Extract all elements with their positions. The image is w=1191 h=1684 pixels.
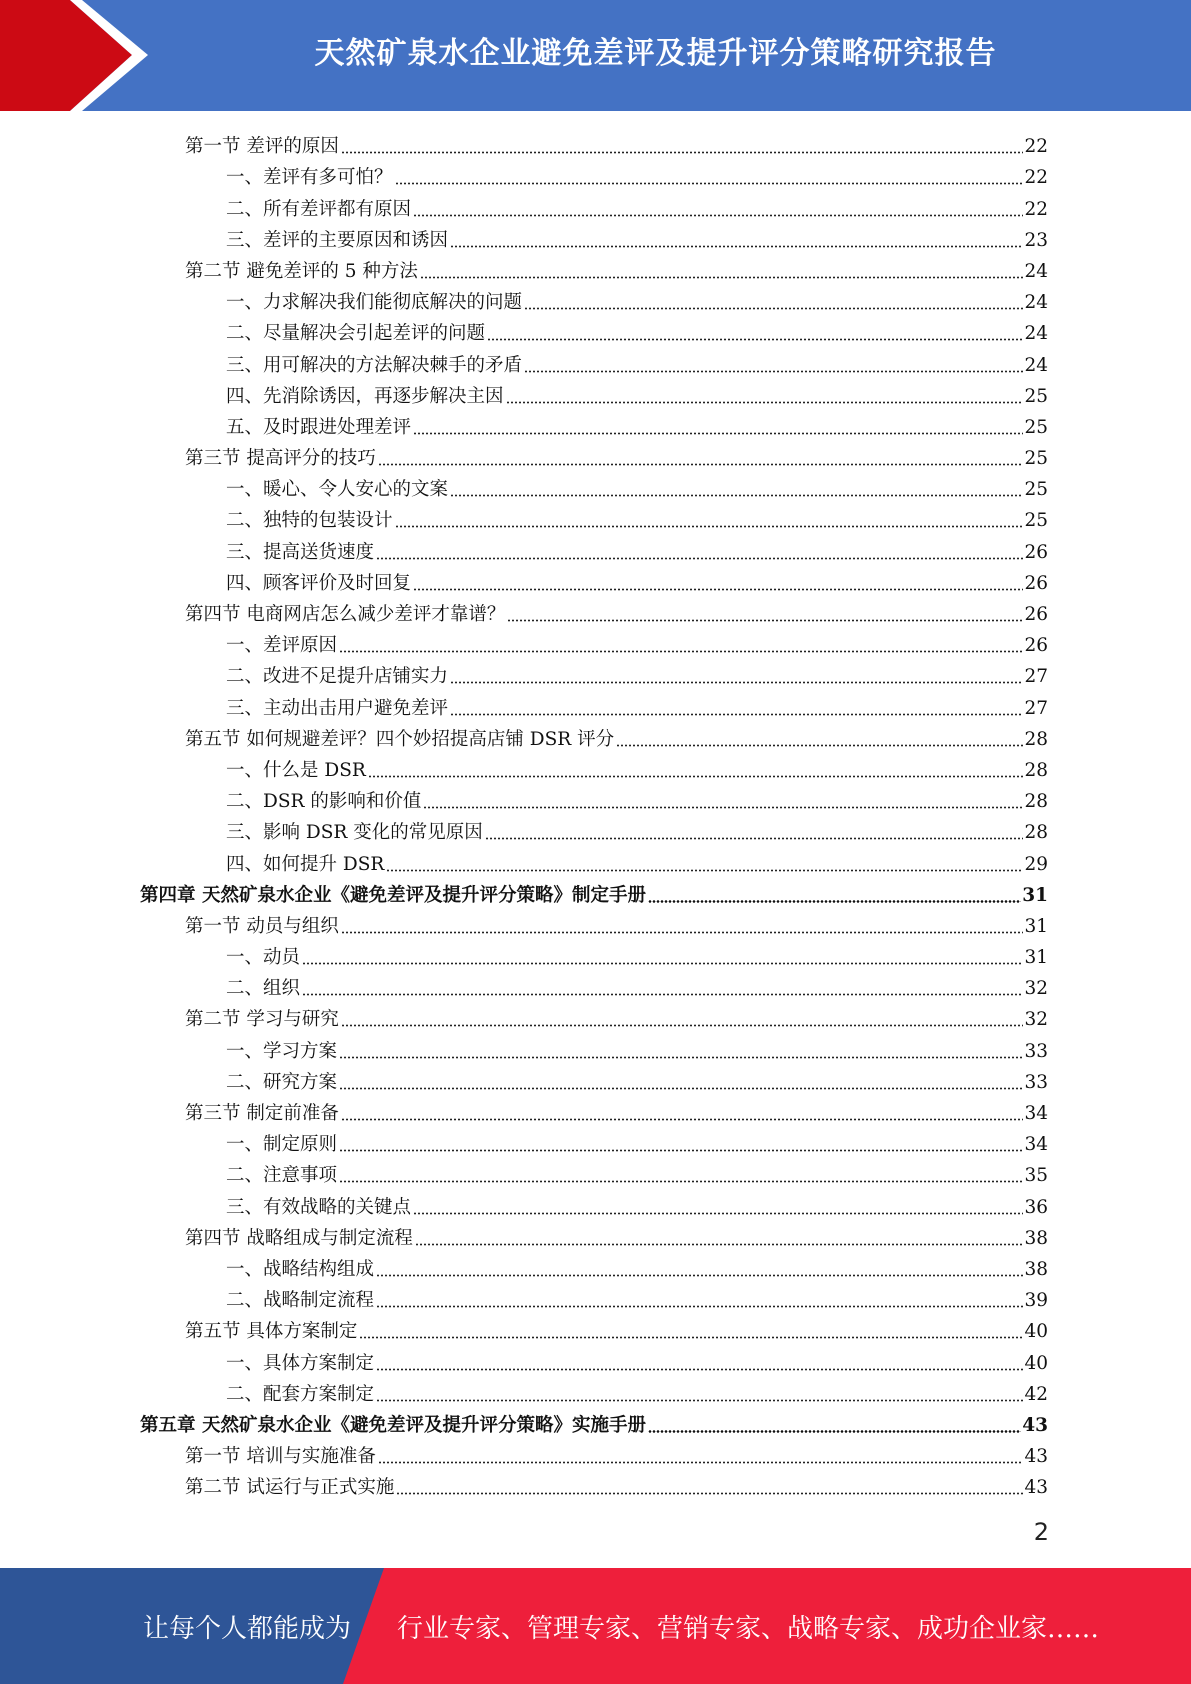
toc-entry-title: 三、主动出击用户避免差评 [226, 697, 449, 719]
toc-entry-title: 第四节 战略组成与制定流程 [185, 1227, 413, 1249]
toc-entry-page: 26 [1024, 572, 1048, 594]
toc-entry-title: 第五章 天然矿泉水企业《避免差评及提升评分策略》实施手册 [140, 1414, 646, 1436]
toc-leader-dots [395, 182, 1024, 185]
toc-entry-item[interactable] [140, 814, 1048, 845]
toc-leader-dots [450, 245, 1023, 248]
toc-leader-dots [386, 869, 1023, 872]
toc-leader-dots [413, 214, 1023, 217]
toc-entry-page: 24 [1024, 354, 1048, 376]
toc-entry-title: 第一节 动员与组织 [185, 915, 339, 937]
toc-leader-dots [506, 401, 1024, 404]
toc-entry-title: 第四节 电商网店怎么减少差评才靠谱？ [185, 604, 506, 625]
toc-entry-page: 24 [1024, 292, 1048, 314]
toc-entry-item[interactable] [140, 471, 1048, 502]
toc-entry-item[interactable] [140, 565, 1048, 596]
toc-leader-dots [450, 681, 1023, 684]
toc-leader-dots [341, 1118, 1024, 1121]
toc-entry-title: 一、战略结构组成 [226, 1258, 375, 1280]
toc-entry-page: 43 [1022, 1414, 1048, 1436]
toc-entry-page: 36 [1024, 1196, 1048, 1218]
toc-entry-page: 35 [1024, 1165, 1048, 1187]
toc-entry-title: 五、及时跟进处理差评 [226, 416, 412, 438]
toc-entry-chapter[interactable] [140, 1407, 1048, 1438]
toc-entry-item[interactable] [140, 1282, 1048, 1313]
toc-entry-page: 33 [1024, 1040, 1048, 1062]
toc-leader-dots [378, 1461, 1024, 1464]
toc-entry-section[interactable] [140, 1220, 1048, 1251]
toc-leader-dots [376, 557, 1023, 560]
toc-leader-dots [413, 1212, 1023, 1215]
toc-entry-section[interactable] [140, 253, 1048, 284]
toc-entry-page: 28 [1024, 791, 1048, 813]
toc-entry-item[interactable] [140, 502, 1048, 533]
toc-entry-item[interactable] [140, 1064, 1048, 1095]
toc-entry-section[interactable] [140, 1469, 1048, 1500]
toc-entry-page: 24 [1024, 260, 1048, 282]
toc-entry-title: 第二节 试运行与正式实施 [185, 1477, 395, 1499]
header-arrow-decoration [0, 0, 160, 111]
toc-entry-item[interactable] [140, 190, 1048, 221]
toc-entry-title: 第五节 具体方案制定 [185, 1321, 358, 1343]
page-footer [0, 1568, 1191, 1684]
toc-entry-title: 二、研究方案 [226, 1071, 338, 1093]
toc-entry-title: 二、DSR 的影响和价值 [226, 791, 422, 813]
toc-entry-title: 二、组织 [226, 978, 301, 1000]
toc-entry-title: 第四章 天然矿泉水企业《避免差评及提升评分策略》制定手册 [140, 884, 646, 906]
toc-entry-page: 22 [1024, 198, 1048, 220]
toc-entry-section[interactable] [140, 1001, 1048, 1032]
toc-entry-title: 一、暖心、令人安心的文案 [226, 479, 449, 501]
toc-entry-item[interactable] [140, 159, 1048, 190]
toc-entry-item[interactable] [140, 378, 1048, 409]
toc-entry-page: 27 [1024, 666, 1048, 688]
toc-entry-section[interactable] [140, 440, 1048, 471]
toc-entry-section[interactable] [140, 721, 1048, 752]
toc-entry-item[interactable] [140, 1344, 1048, 1375]
toc-entry-section[interactable] [140, 908, 1048, 939]
toc-entry-page: 31 [1024, 915, 1048, 937]
toc-entry-page: 32 [1024, 978, 1048, 1000]
toc-entry-page: 42 [1024, 1383, 1048, 1405]
toc-entry-page: 26 [1024, 635, 1048, 657]
toc-leader-dots [339, 1180, 1023, 1183]
toc-entry-page: 38 [1024, 1227, 1048, 1249]
toc-leader-dots [396, 1492, 1023, 1495]
toc-entry-section[interactable] [140, 128, 1048, 159]
toc-entry-page: 43 [1024, 1446, 1048, 1468]
toc-leader-dots [339, 650, 1023, 653]
toc-entry-title: 一、制定原则 [226, 1134, 338, 1156]
toc-entry-title: 二、注意事项 [226, 1165, 338, 1187]
toc-entry-page: 38 [1024, 1258, 1048, 1280]
document-title: 天然矿泉水企业避免差评及提升评分策略研究报告 [314, 36, 997, 71]
toc-entry-title: 二、改进不足提升店铺实力 [226, 666, 449, 688]
toc-leader-dots [616, 744, 1023, 747]
toc-entry-item[interactable] [140, 409, 1048, 440]
toc-entry-title: 四、如何提升 DSR [226, 853, 385, 875]
toc-entry-page: 31 [1022, 884, 1048, 906]
toc-entry-item[interactable] [140, 346, 1048, 377]
toc-leader-dots [485, 837, 1024, 840]
toc-entry-title: 第一节 培训与实施准备 [185, 1446, 376, 1468]
toc-entry-page: 26 [1024, 541, 1048, 563]
toc-leader-dots [341, 931, 1024, 934]
toc-entry-title: 三、用可解决的方法解决棘手的矛盾 [226, 354, 523, 376]
toc-entry-page: 33 [1024, 1071, 1048, 1093]
toc-entry-item[interactable] [140, 1376, 1048, 1407]
toc-entry-title: 一、差评原因 [226, 635, 338, 657]
toc-entry-page: 40 [1024, 1352, 1048, 1374]
toc-leader-dots [420, 276, 1024, 279]
toc-entry-page: 28 [1024, 759, 1048, 781]
toc-entry-title: 二、配套方案制定 [226, 1383, 375, 1405]
toc-leader-dots [341, 1024, 1024, 1027]
toc-entry-page: 28 [1024, 728, 1048, 750]
toc-entry-page: 28 [1024, 822, 1048, 844]
toc-entry-title: 第二节 避免差评的 5 种方法 [185, 260, 418, 282]
footer-slogan-right: 行业专家、管理专家、营销专家、战略专家、成功企业家…… [397, 1613, 1100, 1644]
toc-entry-page: 27 [1024, 697, 1048, 719]
toc-entry-page: 34 [1024, 1103, 1048, 1124]
toc-entry-page: 22 [1024, 136, 1048, 158]
toc-entry-title: 三、影响 DSR 变化的常见原因 [226, 822, 483, 844]
toc-leader-dots [524, 370, 1023, 373]
toc-entry-page: 25 [1024, 385, 1048, 407]
toc-leader-dots [524, 307, 1023, 310]
toc-leader-dots [648, 900, 1021, 903]
toc-leader-dots [423, 806, 1023, 809]
toc-entry-page: 25 [1024, 510, 1048, 532]
toc-entry-item[interactable] [140, 627, 1048, 658]
toc-entry-title: 第五节 如何规避差评？四个妙招提高店铺 DSR 评分 [185, 728, 615, 750]
toc-entry-item[interactable] [140, 845, 1048, 876]
toc-leader-dots [378, 463, 1024, 466]
toc-entry-title: 一、什么是 DSR [226, 759, 366, 781]
toc-entry-page: 26 [1024, 604, 1048, 625]
toc-entry-page: 32 [1024, 1009, 1048, 1031]
toc-leader-dots [507, 619, 1023, 622]
toc-leader-dots [395, 525, 1024, 528]
toc-entry-item[interactable] [140, 783, 1048, 814]
page-number: 2 [1033, 1518, 1049, 1546]
toc-entry-title: 一、动员 [226, 947, 301, 969]
toc-entry-item[interactable] [140, 284, 1048, 315]
toc-entry-title: 三、差评的主要原因和诱因 [226, 229, 449, 251]
page-header [0, 0, 1191, 111]
toc-entry-title: 二、尽量解决会引起差评的问题 [226, 323, 486, 345]
toc-entry-title: 第三节 提高评分的技巧 [185, 448, 376, 470]
toc-leader-dots [339, 1149, 1023, 1152]
toc-leader-dots [339, 1087, 1023, 1090]
table-of-contents [140, 128, 1048, 1500]
toc-entry-title: 二、战略制定流程 [226, 1290, 375, 1312]
toc-leader-dots [415, 1243, 1024, 1246]
toc-entry-item[interactable] [140, 689, 1048, 720]
toc-entry-page: 29 [1024, 853, 1048, 875]
toc-entry-page: 39 [1024, 1290, 1048, 1312]
toc-entry-item[interactable] [140, 533, 1048, 564]
toc-entry-page: 25 [1024, 416, 1048, 438]
toc-entry-item[interactable] [140, 939, 1048, 970]
toc-entry-title: 一、差评有多可怕？ [226, 167, 393, 189]
toc-entry-section[interactable] [140, 1313, 1048, 1344]
toc-leader-dots [413, 432, 1023, 435]
toc-entry-page: 23 [1024, 229, 1048, 251]
toc-leader-dots [450, 494, 1023, 497]
toc-entry-item[interactable] [140, 970, 1048, 1001]
toc-entry-item[interactable] [140, 1032, 1048, 1063]
toc-entry-title: 四、先消除诱因，再逐步解决主因 [226, 385, 504, 407]
toc-leader-dots [413, 588, 1023, 591]
toc-leader-dots [359, 1336, 1023, 1339]
toc-leader-dots [376, 1305, 1023, 1308]
toc-entry-section[interactable] [140, 1095, 1048, 1126]
toc-entry-item[interactable] [140, 222, 1048, 253]
toc-entry-page: 25 [1024, 479, 1048, 501]
toc-entry-page: 40 [1024, 1321, 1048, 1343]
toc-entry-item[interactable] [140, 1188, 1048, 1219]
toc-leader-dots [339, 1056, 1023, 1059]
toc-leader-dots [648, 1430, 1021, 1433]
toc-entry-section[interactable] [140, 596, 1048, 627]
toc-entry-item[interactable] [140, 658, 1048, 689]
toc-leader-dots [376, 1368, 1023, 1371]
toc-entry-item[interactable] [140, 315, 1048, 346]
toc-entry-title: 二、独特的包装设计 [226, 510, 393, 532]
toc-entry-page: 34 [1024, 1134, 1048, 1156]
toc-entry-page: 24 [1024, 323, 1048, 345]
toc-entry-section[interactable] [140, 1438, 1048, 1469]
toc-entry-page: 31 [1024, 947, 1048, 969]
toc-entry-item[interactable] [140, 1126, 1048, 1157]
toc-entry-item[interactable] [140, 1157, 1048, 1188]
toc-leader-dots [302, 962, 1023, 965]
toc-entry-title: 三、有效战略的关键点 [226, 1196, 412, 1218]
toc-entry-title: 二、所有差评都有原因 [226, 198, 412, 220]
toc-entry-title: 第一节 差评的原因 [185, 136, 339, 158]
toc-entry-chapter[interactable] [140, 877, 1048, 908]
toc-entry-page: 43 [1024, 1477, 1048, 1499]
toc-entry-page: 22 [1024, 167, 1048, 189]
toc-leader-dots [450, 713, 1023, 716]
toc-leader-dots [376, 1274, 1023, 1277]
toc-entry-item[interactable] [140, 1251, 1048, 1282]
toc-entry-title: 一、具体方案制定 [226, 1352, 375, 1374]
toc-entry-title: 第三节 制定前准备 [185, 1103, 339, 1124]
toc-entry-page: 25 [1024, 448, 1048, 470]
toc-entry-item[interactable] [140, 752, 1048, 783]
toc-leader-dots [302, 993, 1023, 996]
toc-leader-dots [376, 1399, 1023, 1402]
toc-entry-title: 一、力求解决我们能彻底解决的问题 [226, 292, 523, 314]
toc-entry-title: 四、顾客评价及时回复 [226, 572, 412, 594]
toc-entry-title: 第二节 学习与研究 [185, 1009, 339, 1031]
footer-slogan-left: 让每个人都能成为 [143, 1613, 352, 1644]
toc-entry-title: 三、提高送货速度 [226, 541, 375, 563]
toc-leader-dots [487, 338, 1023, 341]
toc-leader-dots [368, 775, 1024, 778]
toc-leader-dots [341, 151, 1024, 154]
toc-entry-title: 一、学习方案 [226, 1040, 338, 1062]
